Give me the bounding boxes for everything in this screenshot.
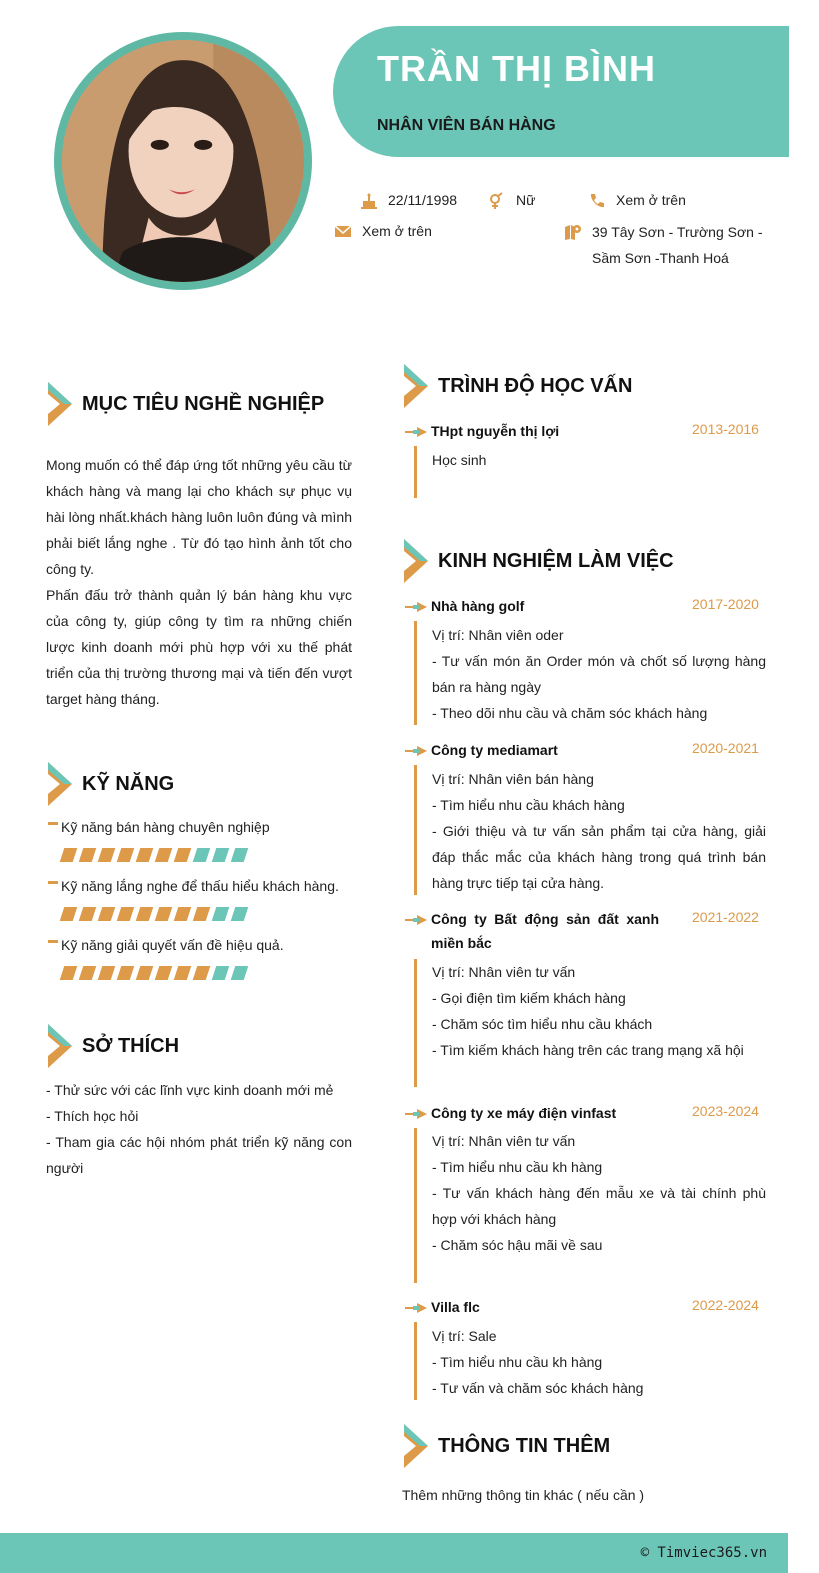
experience-entry-head [405,912,659,955]
experience-date: 2023-2024 [692,1103,759,1119]
skill-level-segment [60,907,78,921]
contact-phone [588,192,686,210]
extra-title: THÔNG TIN THÊM [438,1434,611,1457]
experience-header [400,539,674,583]
experience-date: 2020-2021 [692,740,759,756]
experience-entry-head [405,599,665,618]
objective-paragraph: Mong muốn có thể đáp ứng tốt những yêu cầu từ khách hàng và mang lại cho khách sự phục vụ hài lòng nhất.khách hàng luôn luôn đúng và mình phải biết lắng nghe . Từ đó tạo hình ảnh tốt cho công ty. [46,457,352,577]
arrow-icon [405,915,427,925]
hobbies-list [46,1077,352,1181]
extra-header [400,1424,610,1468]
education-school: THpt nguyễn thị lợi [431,423,560,439]
skill-level-segment [136,848,154,862]
skill-level-segment [117,966,135,980]
timeline-line [414,1128,417,1283]
experience-title: KINH NGHIỆM LÀM VIỆC [438,549,674,572]
experience-entry-head [405,1106,665,1125]
chevron-icon [44,762,76,806]
timeline-line [414,765,417,895]
company-name: Nhà hàng golf [431,598,525,614]
skill-item [48,878,339,894]
contact-birthday [360,192,457,210]
entry-line: Vị trí: Nhân viên tư vấn [432,964,576,980]
skill-label: Kỹ năng lắng nghe để thấu hiểu khách hàng. [61,878,339,894]
experience-body [432,766,766,896]
experience-date: 2022-2024 [692,1297,759,1313]
timeline-line [414,959,417,1087]
skill-level-bar [62,907,252,921]
experience-body [432,622,766,726]
contact-address [564,219,763,271]
entry-line: - Theo dõi nhu cầu và chăm sóc khách hàng [432,705,708,721]
arrow-icon [405,746,427,756]
education-header [400,364,632,408]
skill-level-segment [155,966,173,980]
skill-level-segment [136,907,154,921]
skill-level-bar [62,966,252,980]
experience-body [432,1128,766,1258]
chevron-icon [400,1424,432,1468]
objective-title: MỤC TIÊU NGHỀ NGHIỆP [82,392,325,415]
skill-label: Kỹ năng giải quyết vấn đề hiệu quả. [61,937,284,953]
arrow-icon [405,1109,427,1119]
skill-label: Kỹ năng bán hàng chuyên nghiệp [61,819,270,835]
skill-level-segment [193,848,211,862]
email-value: Xem ở trên [362,223,432,239]
entry-line: - Gọi điện tìm kiếm khách hàng [432,990,626,1006]
gender-value: Nữ [516,192,536,208]
entry-line: Vị trí: Nhân viên tư vấn [432,1133,576,1149]
skill-level-segment [98,848,116,862]
education-entry-head [405,424,665,443]
hobby-item: - Tham gia các hội nhóm phát triển kỹ năng con người [46,1134,352,1176]
skill-level-segment [231,848,249,862]
cake-icon [360,192,378,210]
entry-line: Vị trí: Sale [432,1328,497,1344]
gender-icon [488,192,506,210]
entry-line: - Tìm hiểu nhu cầu kh hàng [432,1159,603,1175]
skill-level-segment [231,966,249,980]
mail-icon [334,223,352,241]
address-line-1: 39 Tây Sơn - Trường Sơn - [592,224,763,240]
entry-line: Học sinh [432,452,487,468]
entry-line: - Tìm hiểu nhu cầu kh hàng [432,1354,603,1370]
education-date: 2013-2016 [692,421,759,437]
company-name: Công ty xe máy điện vinfast [431,1105,617,1121]
skill-level-segment [79,907,97,921]
timeline-line [414,1322,417,1400]
skill-level-segment [174,966,192,980]
entry-line: - Tìm kiếm khách hàng trên các trang mạng xã hội [432,1042,744,1058]
skill-level-bar [62,848,252,862]
company-name: Villa flc [431,1299,480,1315]
entry-line: - Chăm sóc hậu mãi về sau [432,1237,603,1253]
birthday-value: 22/11/1998 [388,192,458,208]
objective-text [46,452,352,712]
map-pin-icon [564,223,582,241]
skill-level-segment [212,848,230,862]
skill-level-segment [117,907,135,921]
company-name: Công ty Bất động sản đất xanh miền bắc [431,911,659,951]
skill-level-segment [117,848,135,862]
arrow-icon [405,602,427,612]
contact-email [334,223,432,241]
education-title: TRÌNH ĐỘ HỌC VẤN [438,374,633,397]
entry-line: - Tư vấn khách hàng đến mẫu xe và tài chính phù hợp với khách hàng [432,1185,766,1227]
entry-line: Vị trí: Nhân viên oder [432,627,564,643]
skill-level-segment [193,966,211,980]
skill-level-segment [231,907,249,921]
skill-level-segment [79,966,97,980]
skills-title: KỸ NĂNG [82,772,175,795]
arrow-icon [405,427,427,437]
objective-header [44,382,324,426]
experience-body [432,959,766,1063]
skill-item [48,819,270,835]
entry-line: - Tư vấn món ăn Order món và chốt số lượng hàng bán ra hàng ngày [432,653,766,695]
timeline-line [414,446,417,498]
entry-line: - Tư vấn và chăm sóc khách hàng [432,1380,644,1396]
hobby-item: - Thích học hỏi [46,1108,139,1124]
hobbies-title: SỞ THÍCH [82,1034,180,1057]
skill-level-segment [193,907,211,921]
company-name: Công ty mediamart [431,742,558,758]
skill-level-segment [174,848,192,862]
skill-level-segment [212,966,230,980]
education-body [432,447,766,473]
experience-date: 2021-2022 [692,909,759,925]
skill-item [48,937,284,953]
skill-level-segment [98,907,116,921]
candidate-name: TRẦN THỊ BÌNH [377,48,656,89]
skill-level-segment [79,848,97,862]
entry-line: Vị trí: Nhân viên bán hàng [432,771,594,787]
skill-level-segment [174,907,192,921]
skill-level-segment [60,966,78,980]
skills-header [44,762,174,806]
entry-line: - Tìm hiểu nhu cầu khách hàng [432,797,625,813]
address-value [592,219,763,271]
skill-level-segment [155,848,173,862]
job-title: NHÂN VIÊN BÁN HÀNG [377,117,556,134]
phone-value: Xem ở trên [616,192,686,208]
name-banner [333,26,789,157]
chevron-icon [44,1024,76,1068]
chevron-icon [400,539,432,583]
timeline-line [414,621,417,725]
experience-body [432,1323,766,1401]
entry-line: - Chăm sóc tìm hiểu nhu cầu khách [432,1016,653,1032]
chevron-icon [400,364,432,408]
skill-level-segment [155,907,173,921]
objective-paragraph: Phấn đấu trở thành quản lý bán hàng khu vực của công ty, giúp công ty tìm ra những chiến lược kinh doanh mới phù hợp với xu thế phát triển của thị trường thương mại và tiến đến vượt target hàng tháng. [46,587,352,707]
avatar-frame [54,32,312,290]
extra-text: Thêm những thông tin khác ( nếu cần ) [402,1487,645,1503]
phone-icon [588,192,606,210]
experience-entry-head [405,743,665,762]
experience-date: 2017-2020 [692,596,759,612]
skill-level-segment [98,966,116,980]
skill-level-segment [212,907,230,921]
hobbies-header [44,1024,179,1068]
chevron-icon [44,382,76,426]
footer-brand: © Timviec365.vn [640,1545,767,1561]
contact-gender [488,192,535,210]
skill-level-segment [136,966,154,980]
arrow-icon [405,1303,427,1313]
avatar [62,40,304,282]
experience-entry-head [405,1300,665,1319]
entry-line: - Giới thiệu và tư vấn sản phẩm tại cửa hàng, giải đáp thắc mắc của khách hàng trong quá trình bán hàng trực tiếp tại cửa hàng. [432,823,766,891]
address-line-2: Sầm Sơn -Thanh Hoá [592,250,729,266]
hobby-item: - Thử sức với các lĩnh vực kinh doanh mới mẻ [46,1082,334,1098]
skill-level-segment [60,848,78,862]
